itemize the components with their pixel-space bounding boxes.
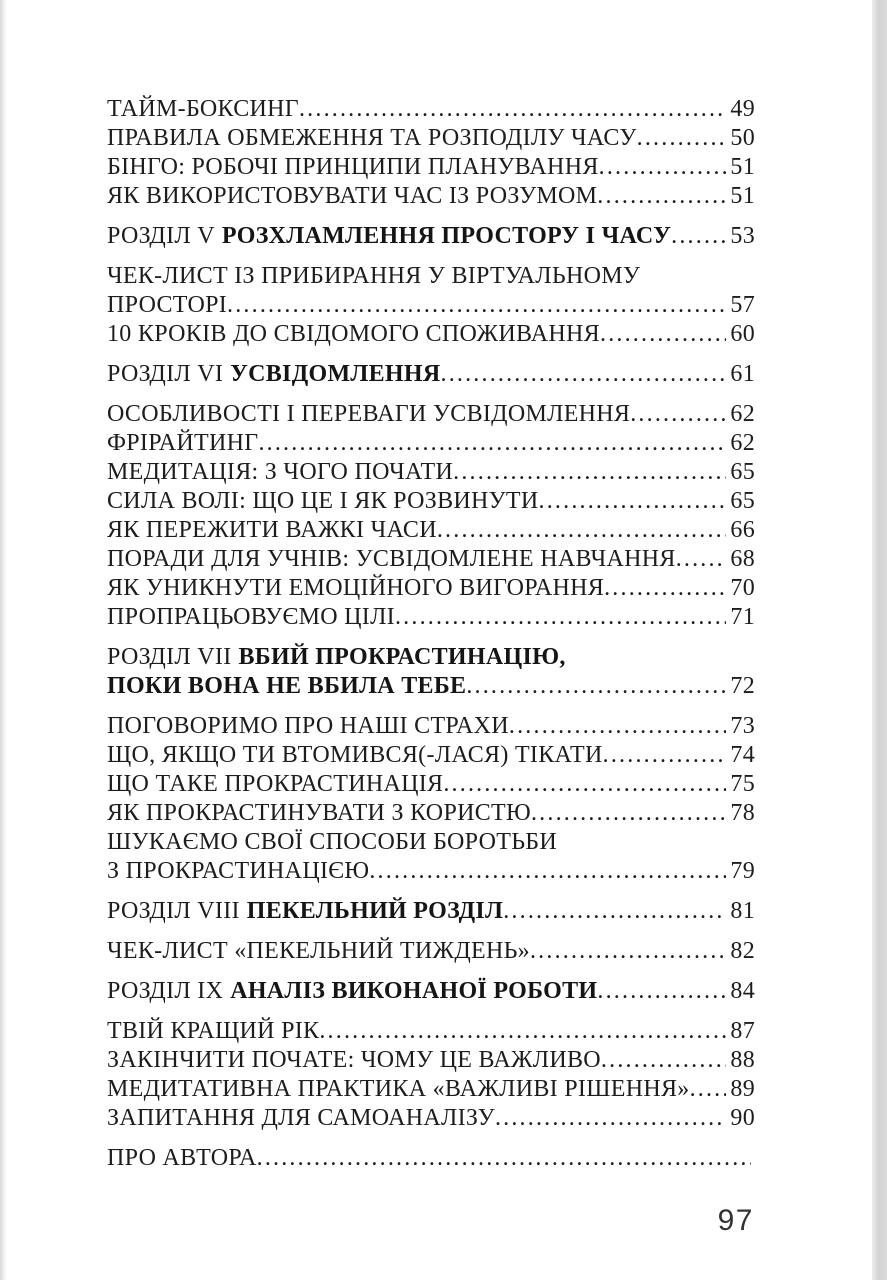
dot-leader: [441, 360, 727, 389]
toc-entry-page: 90: [730, 1105, 755, 1131]
toc-entry-page: 62: [730, 430, 755, 456]
toc-entry: [107, 545, 755, 574]
toc-entry-title: МЕДИТАТИВНА ПРАКТИКА «ВАЖЛИВІ РІШЕННЯ»: [107, 1076, 690, 1102]
dot-leader: [443, 770, 726, 799]
toc-entry: [107, 153, 755, 182]
page-edge-shadow-left: [0, 0, 7, 1280]
chapter-label: РОЗДІЛ VII: [107, 644, 232, 670]
dot-leader: [599, 153, 727, 182]
toc-chapter-entry: [107, 222, 755, 251]
dot-leader: [597, 977, 726, 1006]
dot-leader: [495, 1104, 726, 1133]
toc-entry-page: 81: [730, 898, 755, 924]
toc-entry-title: ЯК УНИКНУТИ ЕМОЦІЙНОГО ВИГОРАННЯ: [107, 575, 605, 601]
table-of-contents: [107, 95, 755, 1173]
toc-entry-page: 84: [730, 978, 755, 1004]
dot-leader: [319, 1017, 726, 1046]
toc-chapter-entry-multiline: [107, 643, 755, 701]
toc-entry-title: ЯК ПЕРЕЖИТИ ВАЖКІ ЧАСИ: [107, 517, 437, 543]
toc-entry-page: 60: [730, 321, 755, 347]
toc-entry: [107, 487, 755, 516]
toc-entry-title: ЧЕК-ЛИСТ «ПЕКЕЛЬНИЙ ТИЖДЕНЬ»: [107, 938, 530, 964]
toc-entry-title: ЯК ВИКОРИСТОВУВАТИ ЧАС ІЗ РОЗУМОМ: [107, 183, 598, 209]
dot-leader: [299, 95, 726, 124]
toc-entry-title: БІНГО: РОБОЧІ ПРИНЦИПИ ПЛАНУВАННЯ: [107, 154, 599, 180]
chapter-title-line1: ВБИЙ ПРОКРАСТИНАЦІЮ,: [238, 644, 566, 670]
toc-entry-title: ЩО, ЯКЩО ТИ ВТОМИВСЯ(-ЛАСЯ) ТІКАТИ: [107, 742, 603, 768]
dot-leader: [258, 429, 726, 458]
dot-leader: [369, 857, 726, 886]
toc-entry-title: ЗАПИТАННЯ ДЛЯ САМОАНАЛІЗУ: [107, 1105, 495, 1131]
toc-entry-title-line1: ШУКАЄМО СВОЇ СПОСОБИ БОРОТЬБИ: [107, 829, 557, 855]
dot-leader: [671, 222, 726, 251]
dot-leader: [227, 291, 726, 320]
toc-entry-page: 65: [730, 459, 755, 485]
toc-entry: [107, 770, 755, 799]
dot-leader: [437, 516, 727, 545]
toc-chapter-entry: [107, 360, 755, 389]
dot-leader: [503, 897, 726, 926]
toc-entry-about-author: [107, 1144, 755, 1173]
toc-chapter-entry: [107, 977, 755, 1006]
toc-entry: [107, 741, 755, 770]
toc-entry-page: 51: [730, 154, 755, 180]
toc-entry-title: ПРОПРАЦЬОВУЄМО ЦІЛІ: [107, 604, 395, 630]
toc-entry-title-line1: ЧЕК-ЛИСТ ІЗ ПРИБИРАННЯ У ВІРТУАЛЬНОМУ: [107, 263, 641, 289]
toc-entry: [107, 95, 755, 124]
toc-chapter-entry: [107, 897, 755, 926]
toc-entry: [107, 458, 755, 487]
dot-leader: [395, 603, 726, 632]
toc-entry-title: ПОГОВОРИМО ПРО НАШІ СТРАХИ: [107, 713, 509, 739]
chapter-title: РОЗХЛАМЛЕННЯ ПРОСТОРУ І ЧАСУ: [221, 223, 672, 249]
toc-entry: [107, 1104, 755, 1133]
toc-entry-page: 57: [730, 292, 755, 318]
toc-entry: [107, 937, 755, 966]
toc-entry-page: 82: [730, 938, 755, 964]
dot-leader: [597, 182, 726, 211]
toc-entry-title: ЗАКІНЧИТИ ПОЧАТЕ: ЧОМУ ЦЕ ВАЖЛИВО: [107, 1047, 601, 1073]
toc-entry-title: ФРІРАЙТИНГ: [107, 430, 259, 456]
chapter-label: РОЗДІЛ IX: [107, 978, 224, 1004]
toc-entry: [107, 400, 755, 429]
toc-entry-page: 79: [730, 858, 755, 884]
toc-entry-title: ОСОБЛИВОСТІ І ПЕРЕВАГИ УСВІДОМЛЕННЯ: [107, 401, 631, 427]
toc-entry-page: 51: [730, 183, 755, 209]
toc-entry-page: 53: [730, 223, 755, 249]
toc-entry-page: 72: [730, 673, 755, 699]
toc-entry-title: ЯК ПРОКРАСТИНУВАТИ З КОРИСТЮ: [107, 800, 531, 826]
dot-leader: [600, 320, 726, 349]
chapter-title: ПЕКЕЛЬНИЙ РОЗДІЛ: [246, 898, 504, 924]
chapter-title: УСВІДОМЛЕННЯ: [230, 361, 441, 387]
toc-entry: [107, 1046, 755, 1075]
page-edge-shadow-right: [872, 0, 887, 1280]
chapter-label: РОЗДІЛ V: [107, 223, 215, 249]
toc-entry-title-line2: ПРОСТОРІ: [107, 292, 228, 318]
dot-leader: [630, 400, 726, 429]
toc-entry: [107, 712, 755, 741]
dot-leader: [604, 574, 726, 603]
toc-entry-page: 74: [730, 742, 755, 768]
toc-entry: [107, 516, 755, 545]
toc-entry-page: 87: [730, 1018, 755, 1044]
toc-entry-page: 49: [730, 96, 755, 122]
dot-leader: [637, 124, 727, 153]
toc-entry: [107, 574, 755, 603]
toc-entry-page: 71: [730, 604, 755, 630]
toc-entry-page: 50: [730, 125, 755, 151]
toc-entry-page: 75: [730, 771, 755, 797]
toc-entry-multiline: [107, 828, 755, 886]
toc-entry-page: 66: [730, 517, 755, 543]
toc-entry: [107, 1017, 755, 1046]
toc-entry: [107, 182, 755, 211]
toc-entry-title: ПРАВИЛА ОБМЕЖЕННЯ ТА РОЗПОДІЛУ ЧАСУ: [107, 125, 637, 151]
dot-leader: [466, 672, 726, 701]
dot-leader: [453, 458, 726, 487]
dot-leader: [531, 799, 726, 828]
toc-entry-page: 89: [730, 1076, 755, 1102]
toc-entry-title: 10 КРОКІВ ДО СВІДОМОГО СПОЖИВАННЯ: [107, 321, 600, 347]
toc-entry-title: СИЛА ВОЛІ: ЩО ЦЕ І ЯК РОЗВИНУТИ: [107, 488, 539, 514]
chapter-label: РОЗДІЛ VIII: [107, 898, 240, 924]
dot-leader: [509, 712, 727, 741]
toc-entry-page: 78: [730, 800, 755, 826]
chapter-title: АНАЛІЗ ВИКОНАНОЇ РОБОТИ: [230, 978, 598, 1004]
toc-entry-title: МЕДИТАЦІЯ: З ЧОГО ПОЧАТИ: [107, 459, 454, 485]
toc-entry: [107, 799, 755, 828]
chapter-title-line2: ПОКИ ВОНА НЕ ВБИЛА ТЕБЕ: [107, 673, 467, 699]
toc-entry-title: ЩО ТАКЕ ПРОКРАСТИНАЦІЯ: [107, 771, 444, 797]
dot-leader: [257, 1144, 751, 1173]
toc-entry-title: ТВІЙ КРАЩИЙ РІК: [107, 1018, 320, 1044]
page-number: 97: [717, 1204, 754, 1237]
toc-entry-page: 61: [730, 361, 755, 387]
toc-entry-page: 88: [730, 1047, 755, 1073]
dot-leader: [601, 1046, 726, 1075]
toc-entry-page: 62: [730, 401, 755, 427]
dot-leader: [530, 937, 726, 966]
dot-leader: [690, 1075, 727, 1104]
toc-entry-page: 68: [730, 546, 755, 572]
toc-entry-title-line2: З ПРОКРАСТИНАЦІЄЮ: [107, 858, 370, 884]
chapter-label: РОЗДІЛ VI: [107, 361, 224, 387]
toc-entry: [107, 603, 755, 632]
toc-entry-title: ПОРАДИ ДЛЯ УЧНІВ: УСВІДОМЛЕНЕ НАВЧАННЯ: [107, 546, 676, 572]
toc-entry-title: ПРО АВТОРА: [107, 1145, 257, 1171]
toc-entry: [107, 320, 755, 349]
toc-entry: [107, 124, 755, 153]
toc-entry: [107, 429, 755, 458]
dot-leader: [539, 487, 727, 516]
toc-entry-multiline: [107, 262, 755, 320]
dot-leader: [603, 741, 727, 770]
toc-entry: [107, 1075, 755, 1104]
toc-entry-page: 70: [730, 575, 755, 601]
toc-entry-page: 65: [730, 488, 755, 514]
dot-leader: [676, 545, 727, 574]
toc-entry-page: 73: [730, 713, 755, 739]
toc-entry-title: ТАЙМ-БОКСИНГ: [107, 96, 299, 122]
